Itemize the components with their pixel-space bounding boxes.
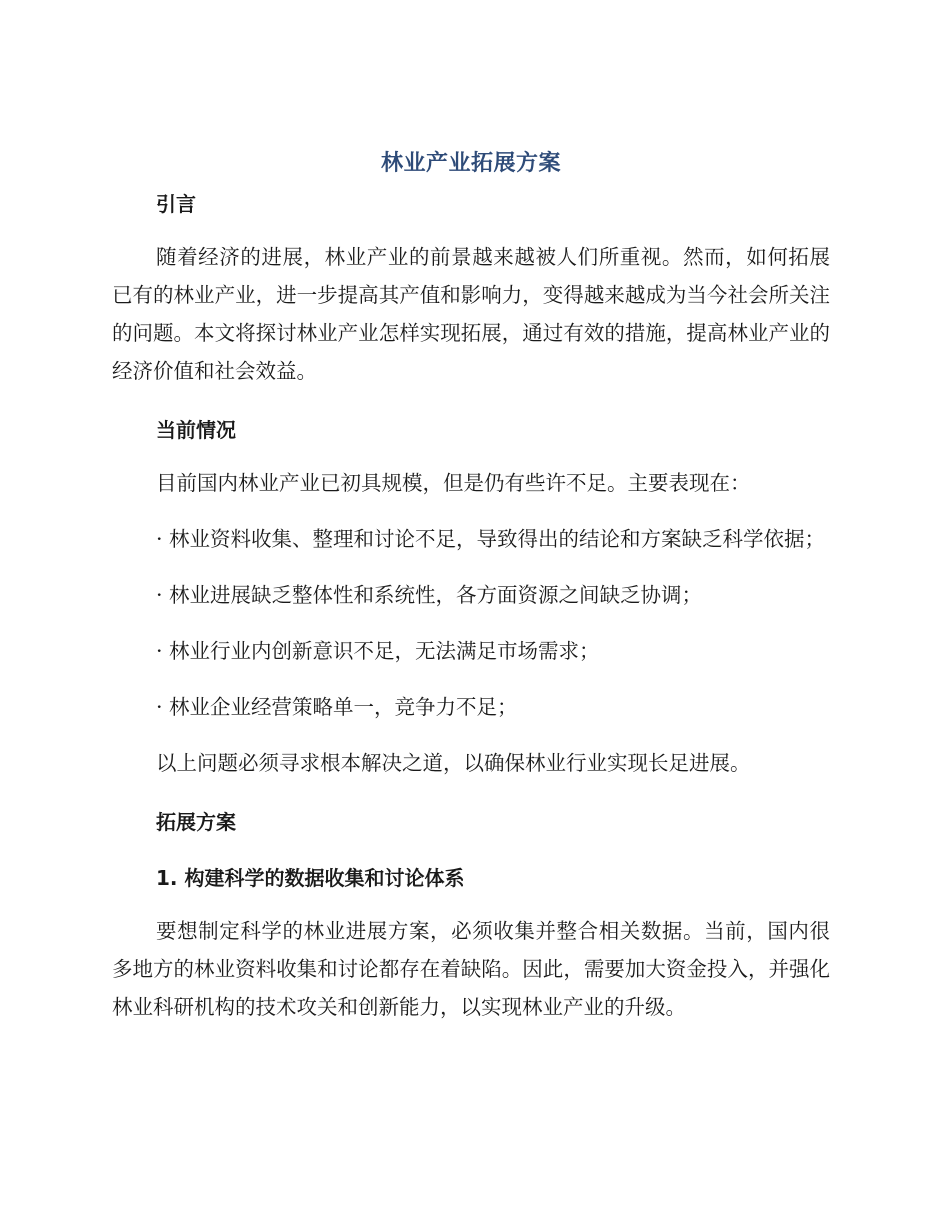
current-conclusion-paragraph: 以上问题必须寻求根本解决之道，以确保林业行业实现长足进展。 [156, 751, 751, 775]
list-item-bullet-3: · 林业行业内创新意识不足，无法满足市场需求； [156, 639, 600, 663]
list-item-bullet-4: · 林业企业经营策略单一，竞争力不足； [156, 695, 518, 719]
document-title: 林业产业拓展方案 [380, 151, 561, 176]
intro-paragraph: 随着经济的进展，林业产业的前景越来越被人们所重视。然而，如何拓展已有的林业产业，进一步提高其产值和影响力，变得越来越成为当今社会所关注的问题。本文将探讨林业产业怎样实现拓展，通过有效的措施，提高林业产业的经济价值和社会效益。 [112, 245, 830, 383]
section-heading-current: 当前情况 [156, 418, 236, 442]
section-heading-plan: 拓展方案 [156, 810, 236, 834]
current-lead-paragraph: 目前国内林业产业已初具规模，但是仍有些许不足。主要表现在： [156, 471, 751, 495]
subsection-heading-1: 1. 构建科学的数据收集和讨论体系 [156, 866, 465, 890]
document-body [112, 146, 830, 1026]
list-item-bullet-2: · 林业进展缺乏整体性和系统性，各方面资源之间缺乏协调； [156, 583, 703, 607]
list-item-bullet-1: · 林业资料收集、整理和讨论不足，导致得出的结论和方案缺乏科学依据； [156, 527, 826, 551]
plan-paragraph-1: 要想制定科学的林业进展方案，必须收集并整合相关数据。当前，国内很多地方的林业资料收集和讨论都存在着缺陷。因此，需要加大资金投入，并强化林业科研机构的技术攻关和创新能力，以实现林业产业的升级。 [112, 919, 830, 1019]
section-heading-intro: 引言 [156, 192, 196, 216]
